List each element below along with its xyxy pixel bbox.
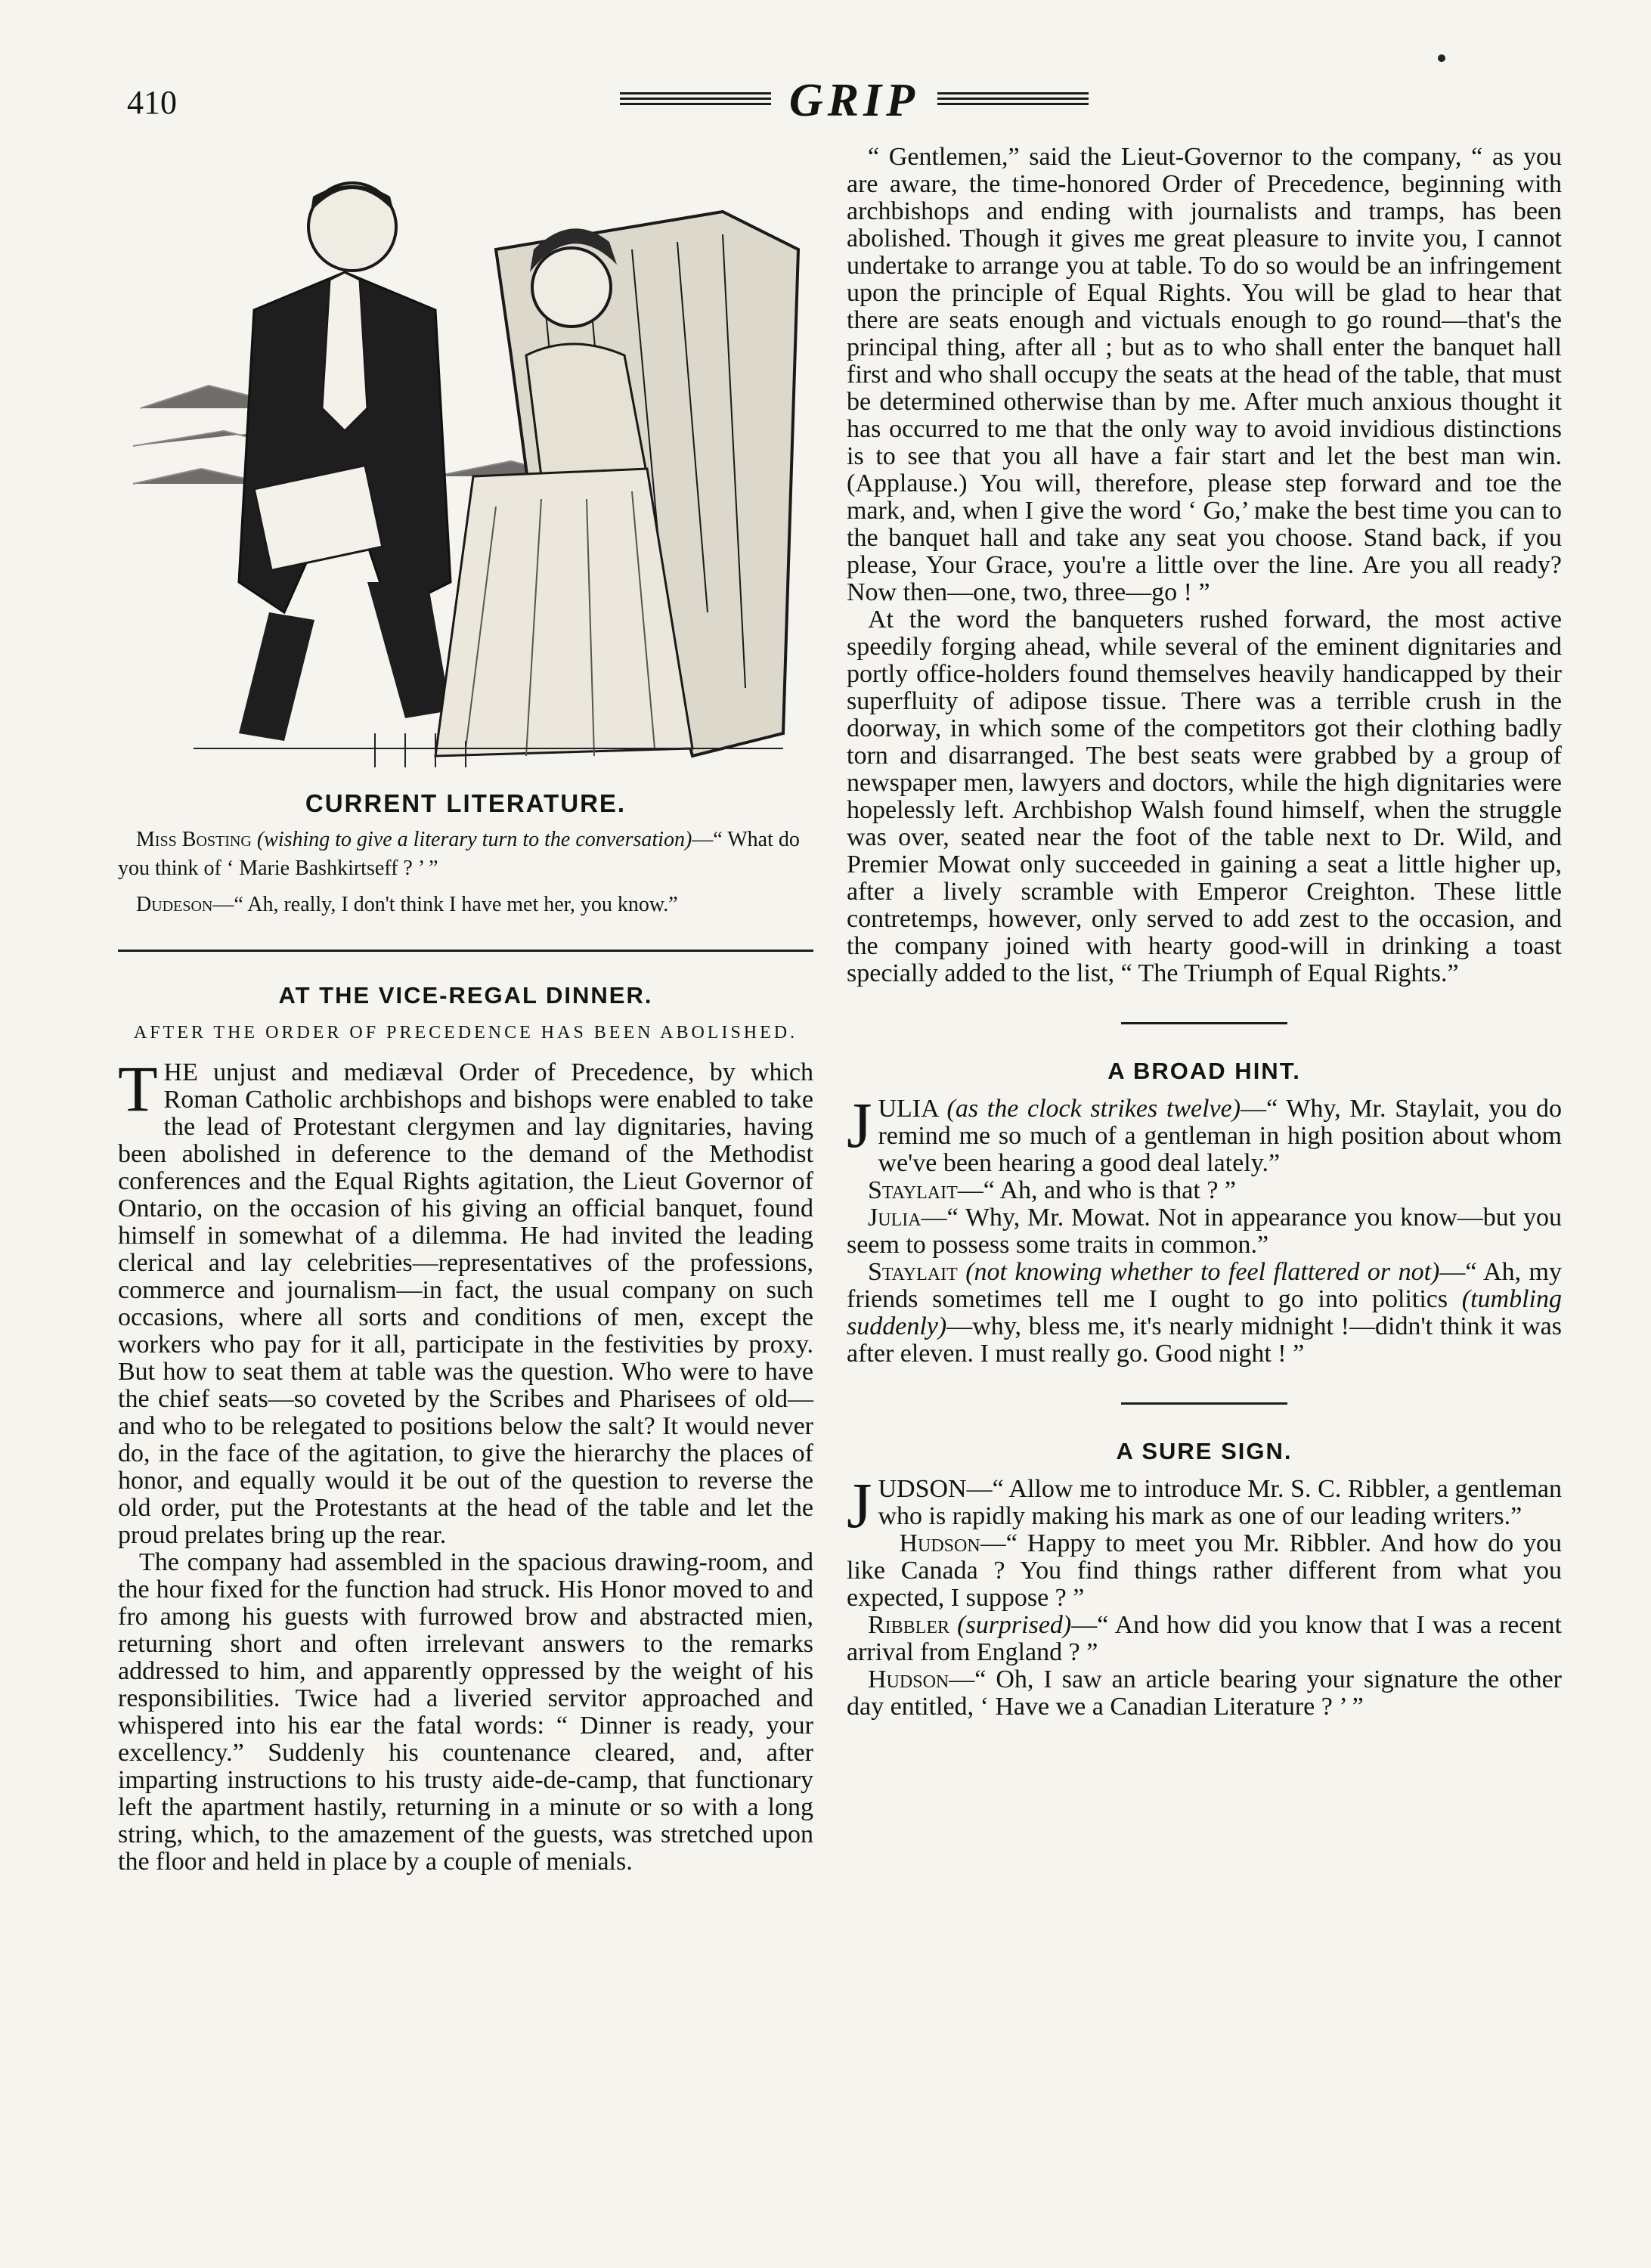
caption-title: CURRENT LITERATURE. (305, 789, 627, 817)
broad-hint-line-4c: —“ Ah, my friends sometimes tell me I ought to go into politics (847, 1258, 1562, 1313)
engraving-image (118, 159, 813, 771)
sure-sign-line-1 (847, 1469, 1562, 1541)
drop-cap: J (847, 1089, 872, 1161)
right-column (847, 144, 1562, 1721)
broad-hint-line-1 (847, 1089, 1562, 1177)
drop-cap: J (847, 1469, 872, 1541)
article-subtitle: AFTER THE ORDER OF PRECEDENCE HAS BEEN ABOLISHED. (133, 1023, 798, 1043)
speaker-julia: Julia (868, 1204, 922, 1232)
speaker-hudson: Hudson (899, 1529, 980, 1557)
sure-sign-line-4b: —“ Oh, I saw an article bearing your signature the other day entitled, ‘ Have we a Canadian Literature ? ’ ” (847, 1665, 1562, 1721)
broad-hint-line-1a: ULIA (878, 1095, 947, 1123)
article-paragraph-4: At the word the banqueters rushed forward, the most active speedily forging ahead, while several of the eminent dignitaries and portly office-holders found themselves heavily handicapped by their superfluity of adipose tissue. There was a terrible crush in the doorway, in which some of the competitors got their clothing badly torn and disarranged. The best seats were grabbed by a group of newspaper men, lawyers and doctors, while the high dignitaries were hopelessly left. Archbishop Walsh found himself, when the struggle was over, seated near the foot of the table next to Dr. Wild, and Premier Mowat only succeeded in gaining a seat a little higher up, after a lively scramble with Emperor Creighton. These little contretemps, however, only served to add zest to the occasion, and the company joined with hearty good-will in drinking a toast specially added to the list, “ The Triumph of Equal Rights.” (847, 606, 1562, 987)
caption-speaker-1: Miss Bosting (136, 828, 252, 851)
caption-stage-direction: (wishing to give a literary turn to the conversation) (256, 828, 692, 851)
caption-text-1: —“ What do you think of ‘ Marie Bashkirtseff ? ’ ” (118, 828, 800, 880)
masthead (620, 74, 1089, 127)
sure-sign-direction: (surprised) (957, 1611, 1072, 1639)
article-paragraph-1 (118, 1052, 813, 1549)
broad-hint-line-3 (847, 1204, 1562, 1259)
broad-hint-line-4e: —why, bless me, it's nearly midnight !—didn't think it was after eleven. I must really go. Good night ! ” (847, 1312, 1562, 1368)
caption-speaker-2: Dudeson (136, 893, 213, 916)
short-divider-2 (1121, 1402, 1287, 1405)
left-column (118, 159, 813, 1876)
broad-hint-line-2 (847, 1177, 1562, 1204)
caption-text-2: —“ Ah, really, I don't think I have met her, you know.” (212, 893, 678, 916)
broad-hint-direction-1: (as the clock strikes twelve) (946, 1095, 1241, 1123)
sure-sign-line-4 (847, 1666, 1562, 1721)
speaker-staylait-2: Staylait (868, 1258, 966, 1286)
speaker-staylait: Staylait (868, 1176, 958, 1204)
broad-hint-line-4 (847, 1259, 1562, 1368)
masthead-ornament-right (937, 92, 1089, 115)
broad-hint-direction-3: (tumbling suddenly) (847, 1285, 1562, 1340)
illustration-drawing (118, 159, 813, 771)
article-paragraph-1-text: HE unjust and mediæval Order of Precedence, by which Roman Catholic archbishops and bishops were enabled to take the lead of Protestant clergymen and lay dignitaries, having been abolished in deference to the demand of the Methodist conferences and the Equal Rights agitation, the Lieut Governor of Ontario, on the occasion of his giving an official banquet, found himself in somewhat of a dilemma. He had invited the leading clerical and lay celebrities—representatives of the professions, commerce and journalism—in fact, the usual company on such occasions, where all sorts and conditions of men, except the workers who pay for it all, participate in the festivities by proxy. But how to seat them at table was the question. Who were to have the chief seats—so coveted by the Scribes and Pharisees of old—and who to be relegated to positions below the salt? It would never do, in the face of the agitation, to give the hierarchy the places of honor, and equally would it be out of the question to reverse the old order, put the Protestants at the head of the table and let the proud prelates bring up the rear. (118, 1058, 813, 1549)
section-divider (118, 950, 813, 952)
caption-line-1 (118, 826, 813, 883)
speaker-hudson-2: Hudson (868, 1665, 949, 1693)
ink-dot (1438, 54, 1445, 62)
broad-hint-line-2b: —“ Ah, and who is that ? ” (957, 1176, 1237, 1204)
sure-sign-line-2b: —“ Happy to meet you Mr. Ribbler. And how do you like Canada ? You find things rather different from what you expected, I suppose ? ” (847, 1529, 1562, 1612)
article-body-right (847, 144, 1562, 987)
article-paragraph-2: The company had assembled in the spacious drawing-room, and the hour fixed for the function had struck. His Honor moved to and fro among his guests with furrowed brow and abstracted mien, returning short and often irrelevant answers to the remarks addressed to him, and apparently oppressed by the weight of his responsibilities. Twice had a liveried servitor approached and whispered into his ear the fatal words: “ Dinner is ready, your excellency.” Suddenly his countenance cleared, and, after imparting instructions to his trusty aide-de-camp, that functionary left the apartment hastily, returning in a minute or so with a long string, which, to the amazement of the guests, was stretched upon the floor and held in place by a couple of menials. (118, 1548, 813, 1876)
masthead-title: GRIP (788, 75, 920, 126)
broad-hint-body (847, 1089, 1562, 1368)
drop-cap: T (118, 1052, 158, 1125)
broad-hint-line-1c: —“ Why, Mr. Staylait, you do remind me so much of a gentleman in high position about whom we've been hearing a good deal lately.” (878, 1095, 1562, 1177)
broad-hint-line-3b: —“ Why, Mr. Mowat. Not in appearance you know—but you seem to possess some traits in common.” (847, 1204, 1562, 1259)
page-number: 410 (127, 84, 177, 121)
sure-sign-title: A SURE SIGN. (1116, 1438, 1293, 1464)
short-divider (1121, 1022, 1287, 1024)
sure-sign-line-2 (847, 1530, 1562, 1612)
sure-sign-line-1a: UDSON—“ Allow me to introduce Mr. S. C. Ribbler, a gentleman who is rapidly making his mark as one of our leading writers.” (878, 1475, 1562, 1530)
broad-hint-direction-2: (not knowing whether to feel flattered or not) (965, 1258, 1440, 1286)
sure-sign-body (847, 1469, 1563, 1721)
article-title: AT THE VICE-REGAL DINNER. (278, 982, 653, 1009)
sure-sign-line-3c: —“ And how did you know that I was a recent arrival from England ? ” (847, 1611, 1563, 1666)
caption-line-2 (118, 891, 813, 919)
article-body-left (118, 1052, 813, 1876)
speaker-ribbler: Ribbler (868, 1611, 958, 1639)
article-paragraph-3: “ Gentlemen,” said the Lieut-Governor to the company, “ as you are aware, the time-honored Order of Precedence, beginning with archbishops and ending with journalists and tramps, has been abolished. Though it gives me great pleasure to invite you, I cannot undertake to arrange you at table. To do so would be an infringement upon the principle of Equal Rights. You will be glad to hear that there are seats enough and victuals enough to go round—that's the principal thing, after all ; but as to who shall enter the banquet hall first and who shall occupy the seats at the head of the table, that must be determined otherwise than by me. After much anxious thought it has occurred to me that the only way to avoid invidious distinctions is to see that you all have a fair start and let the best man win. (Applause.) You will, therefore, please step forward and toe the mark, and, when I give the word ‘ Go,’ make the best time you can to the banquet hall and take any seat you choose. Stand back, if you please, Your Grace, you're a little over the line. Are you all ready? Now then—one, two, three—go ! ” (847, 143, 1562, 606)
sure-sign-line-3 (847, 1612, 1562, 1666)
broad-hint-title: A BROAD HINT. (1107, 1058, 1301, 1084)
